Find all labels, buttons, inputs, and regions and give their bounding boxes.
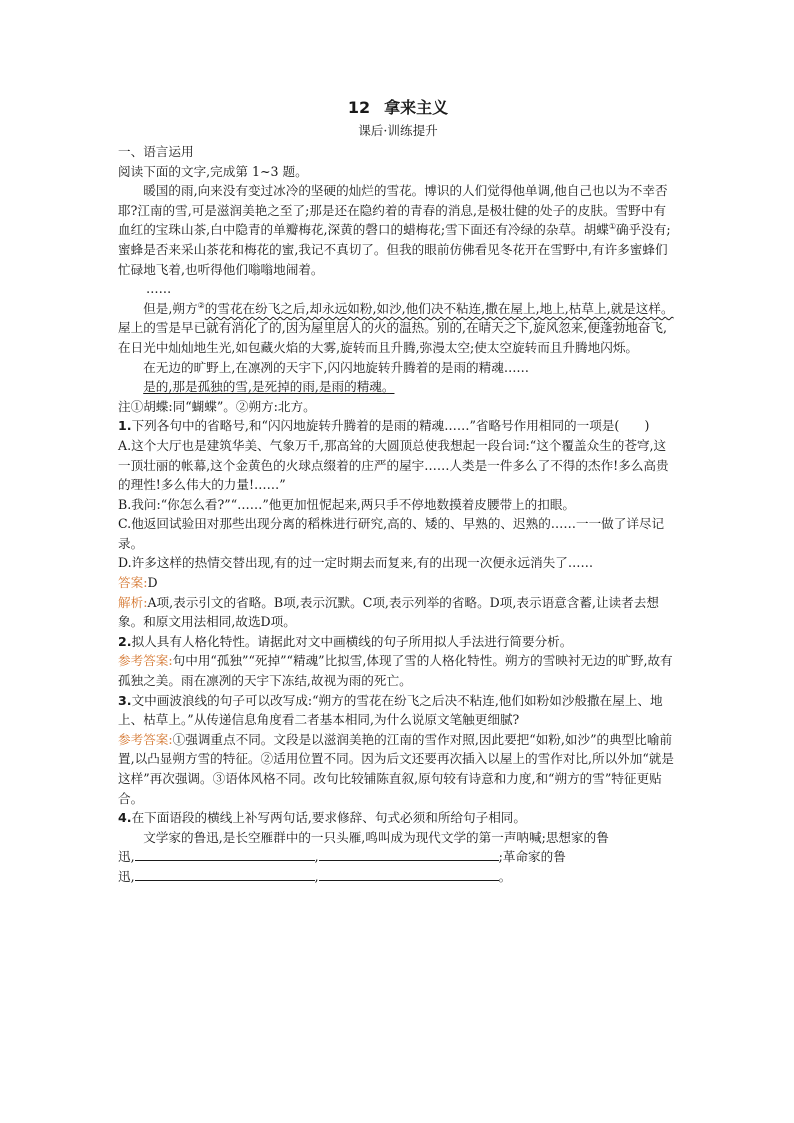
wavy-underlined-sentence: 的雪花在纷飞之后,却永远如粉,如沙,他们决不粘连,撒在屋上,地上,枯草上,就是这样。 (204, 300, 674, 316)
passage-ellipsis: …… (146, 281, 172, 297)
passage-paragraph-4 (118, 377, 678, 397)
fill-blank[interactable] (319, 848, 499, 861)
lesson-number: 12 (347, 98, 371, 117)
page-subtitle: 课后·训练提升 (358, 123, 438, 138)
reading-instruction: 阅读下面的文字,完成第 1~3 题。 (118, 163, 308, 179)
q1-option-d: D.许多这样的热情交替出现,有的过一定时期去而复来,有的出现一次便永远消失了…… (118, 555, 594, 571)
q1-option-c: C.他返回试验田对那些出现分离的稻株进行研究,高的、矮的、早熟的、迟熟的……一一做了详尽记录。 (118, 516, 665, 551)
q1-option-b: B.我问:“你怎么看?”“……”他更加忸怩起来,两只手不停地数摸着皮腰带上的扣眼。 (118, 496, 576, 512)
lesson-title: 拿来主义 (384, 98, 449, 117)
q1-analysis: 解析:A项,表示引文的省略。B项,表示沉默。C项,表示列举的省略。D项,表示语意含蓄,让读者去想象。和原文用法相同,故选D项。 (118, 594, 659, 630)
passage-paragraph-2: 但是,朔方②的雪花在纷飞之后,却永远如粉,如沙,他们决不粘连,撒在屋上,地上,枯草上,就是这样。屋上的雪是早已就有消化了的,因为屋里居人的火的温热。别的,在晴天之下,旋风忽来,便蓬勃地奋飞,在日光中灿灿地生光,如包藏火焰的大雾,旋转而且升腾,弥漫太空;使太空旋转而且升腾地闪烁。 (118, 300, 674, 355)
q1-option-a: A.这个大厅也是建筑华美、气象万千,那高耸的大圆顶总使我想起一段台词:“这个覆盖众生的苍穹,这一顶壮丽的帐幕,这个金黄色的火球点缀着的庄严的屋宇……人类是一件多么了不得的杰作!多么高贵的理性!多么伟大的力量!……” (118, 437, 669, 493)
q4-prompt-line-3: 迅, , 。 (118, 868, 512, 884)
passage-paragraph-3: 在无边的旷野上,在凛冽的天宇下,闪闪地旋转升腾着的是雨的精魂…… (143, 359, 530, 375)
fill-blank[interactable] (319, 868, 499, 881)
footnote-marker-2: ② (197, 300, 205, 310)
underlined-sentence: 是的,那是孤独的雪,是死掉的雨,是雨的精魂。 (143, 379, 395, 395)
question-4: 4.在下面语段的横线上补写两句话,要求修辞、句式必须和所给句子相同。 (118, 810, 526, 826)
section-heading: 一、语言运用 (118, 144, 194, 159)
q4-prompt-line-1: 文学家的鲁迅,是长空雁群中的一只头雁,鸣叫成为现代文学的第一声呐喊;思想家的鲁 (143, 829, 609, 845)
document-page (118, 96, 678, 887)
question-3: 3.文中画波浪线的句子可以改写成:“朔方的雪花在纷飞之后决不粘连,他们如粉如沙般撒在屋上、地上、枯草上。”从传递信息角度看二者基本相同,为什么说原文笔触更细腻? (118, 692, 663, 728)
q2-reference-answer: 参考答案:句中用“孤独”“死掉”“精魂”比拟雪,体现了雪的人格化特性。朔方的雪映衬无边的旷野,故有孤独之美。雨在凛冽的天宇下冻结,故视为雨的死亡。 (118, 653, 673, 689)
question-1: 1.下列各句中的省略号,和“闪闪地旋转升腾着的是雨的精魂……”省略号作用相同的一项是( ) (118, 418, 650, 434)
fill-blank[interactable] (135, 848, 315, 861)
q3-reference-answer: 参考答案:①强调重点不同。文段是以滋润美艳的江南的雪作对照,因此要把“如粉,如沙”的典型比喻前置,以凸显朔方雪的特征。②适用位置不同。因为后文还要再次插入以屋上的雪作对比,所以外加“就是这样”再次强调。③语体风格不同。改句比较铺陈直叙,原句较有诗意和力度,和“朔方的雪”特征更贴合。 (118, 731, 674, 806)
fill-blank[interactable] (135, 868, 315, 881)
q1-answer: 答案:D (118, 575, 158, 591)
question-2: 2.拟人具有人格化特性。请据此对文中画横线的句子所用拟人手法进行简要分析。 (118, 633, 573, 649)
page-title (118, 96, 678, 120)
passage-notes: 注①胡蝶:同“蝴蝶”。②朔方:北方。 (118, 398, 316, 414)
q4-prompt-line-2: 迅, , ;革命家的鲁 (118, 849, 566, 865)
passage-paragraph-1: 暖国的雨,向来没有变过冰冷的坚硬的灿烂的雪花。博识的人们觉得他单调,他自己也以为不幸否耶?江南的雪,可是滋润美艳之至了;那是还在隐约着的青春的消息,是极壮健的处子的皮肤。雪野中有血红的宝珠山茶,白中隐青的单瓣梅花,深黄的磬口的蜡梅花;雪下面还有冷绿的杂草。胡蝶①确乎没有;蜜蜂是否来采山茶花和梅花的蜜,我记不真切了。但我的眼前仿佛看见冬花开在雪野中,有许多蜜蜂们忙碌地飞着,也听得他们嗡嗡地闹着。 (118, 183, 671, 277)
footnote-marker-1: ① (608, 222, 616, 232)
